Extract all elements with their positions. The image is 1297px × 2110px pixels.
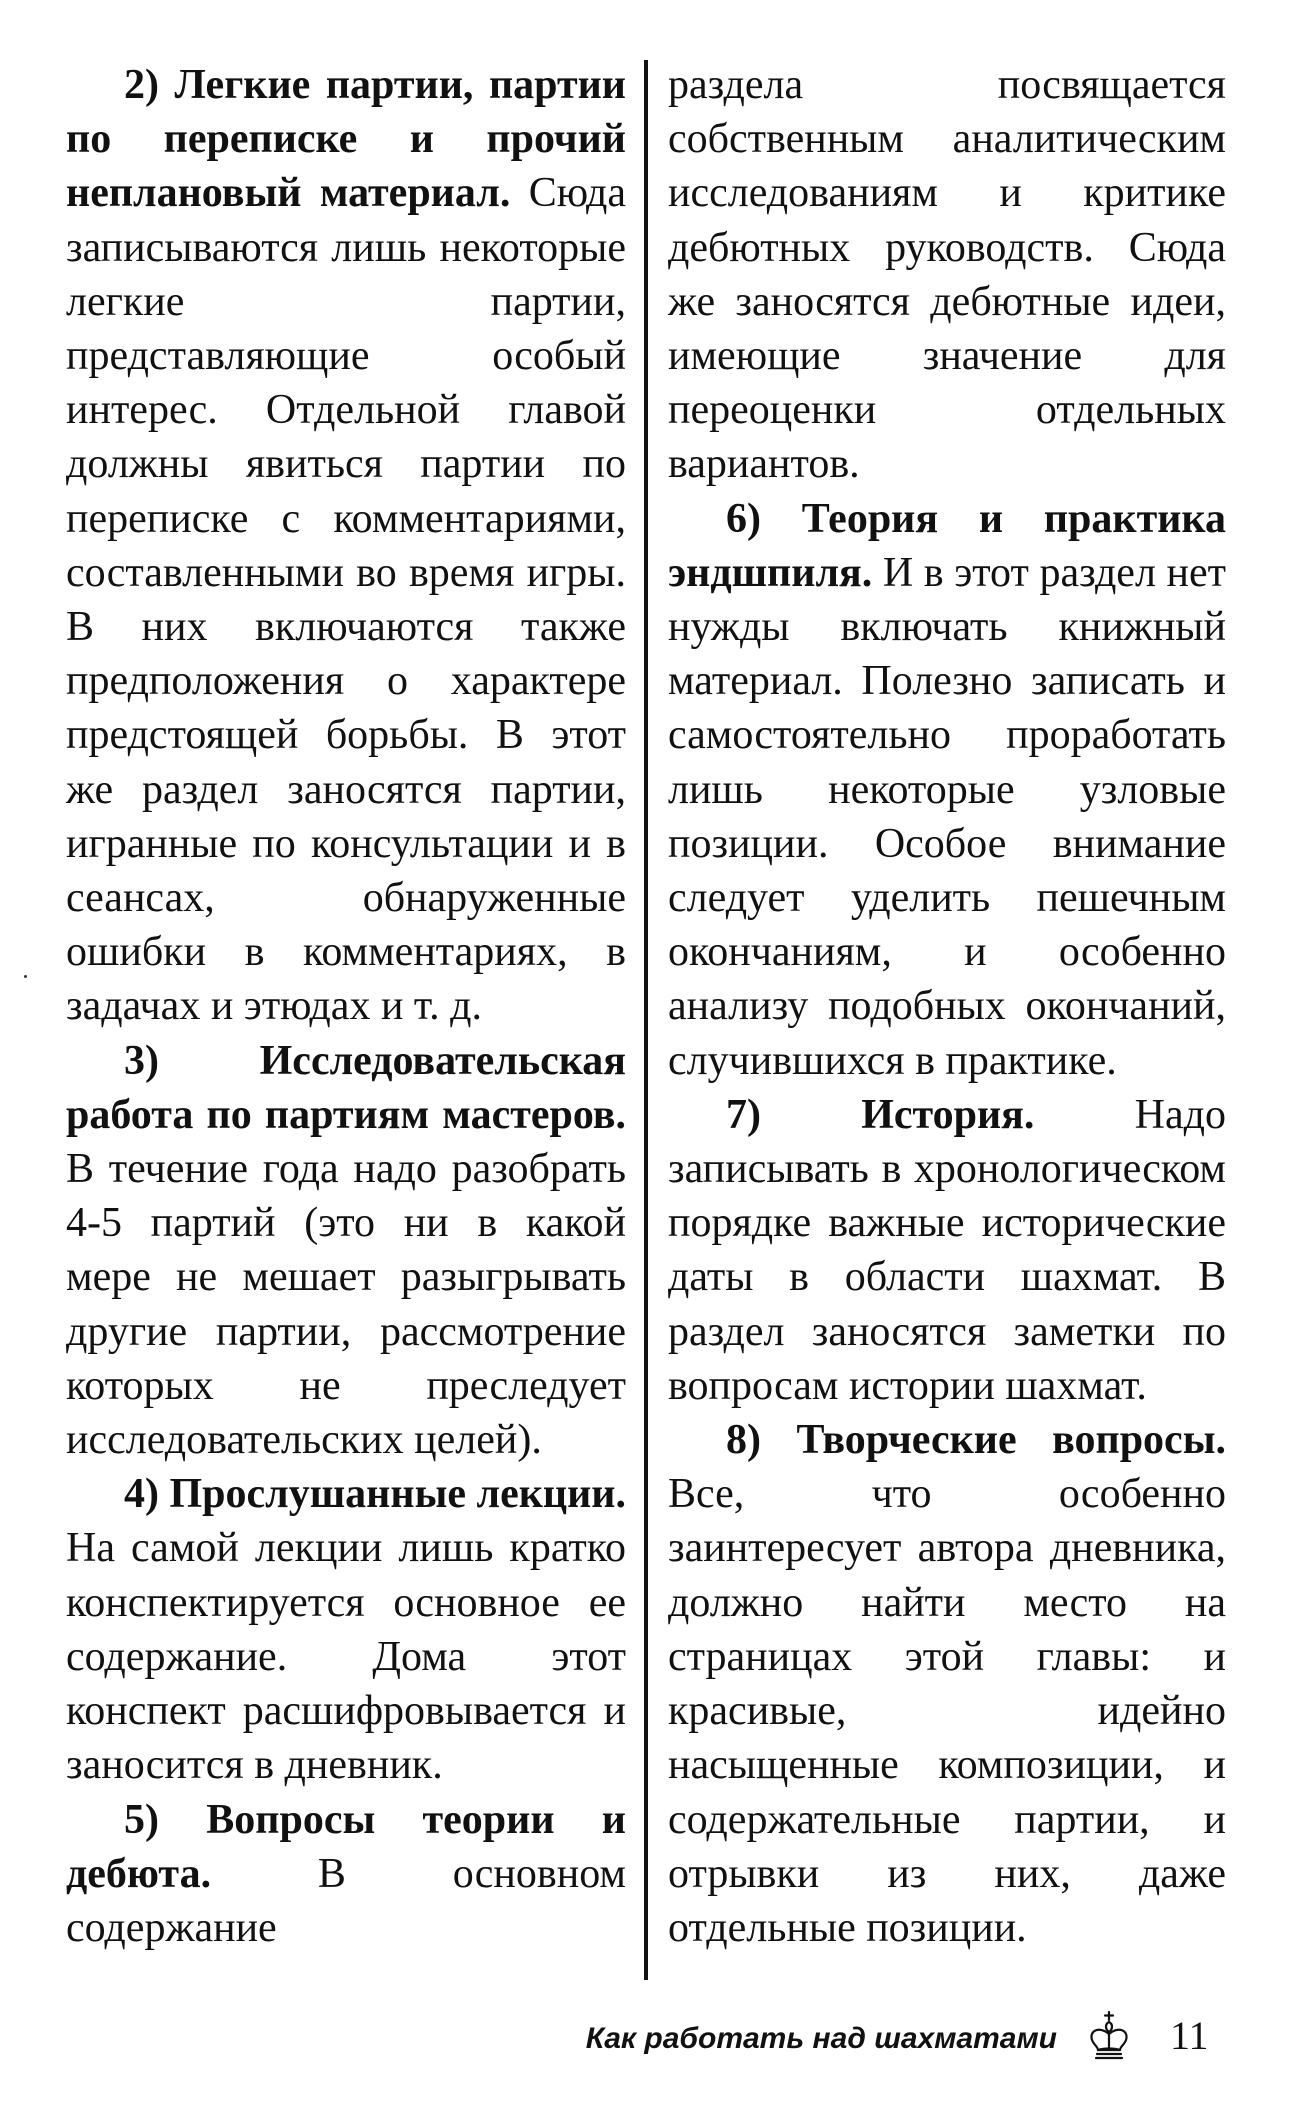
paragraph-body: Сюда записываются лишь некоторые легкие партии, представляющие особый интерес. Отдельной главой должны явиться партии по переписке с комментариями, составленными во время игры. В них включаются также предположения о характере предстоящей борьбы. В этот же раздел заносятся партии, игранные по консультации и в сеансах, обнаруженные ошибки в комментариях, в задачах и этюдах и т. д. [66, 170, 626, 1030]
paragraph-research [66, 1034, 626, 1468]
page-number: 11 [1170, 2013, 1209, 2058]
paragraph-body: Все, что особенно заинтересует автора дневника, должно найти место на страницах этой главы: и красивые, идейно насыщенные композиции, и содержательные партии, и отрывки из них, даже отдельные позиции. [668, 1471, 1226, 1951]
paragraph-creative [668, 1413, 1226, 1955]
page-footer [0, 2010, 1297, 2070]
section-heading: 6) Теория и практика эндшпиля. [668, 495, 1226, 596]
section-heading: 3) Исследовательская работа по партиям мастеров. [66, 1037, 626, 1138]
paragraph-light-games [66, 58, 626, 1034]
paragraph-history [668, 1088, 1226, 1413]
print-speck [24, 975, 27, 978]
left-column [66, 58, 626, 1955]
section-heading: 5) Вопросы теории и дебюта. [66, 1796, 626, 1897]
paragraph-continuation [668, 58, 1226, 492]
section-heading: 7) История. [726, 1091, 1035, 1138]
running-title: Как работать над шахматами [585, 2022, 1057, 2055]
right-column [668, 58, 1226, 1955]
paragraph-body: В основном содержание [66, 1850, 626, 1951]
paragraph-body: И в этот раздел нет нужды включать книжный материал. Полезно записать и самостоятельно проработать лишь некоторые узловые позиции. Особое внимание следует уделить пешечным окончаниям, и особенно анализу подобных окончаний, случившихся в практике. [668, 549, 1226, 1084]
paragraph-lectures [66, 1467, 626, 1792]
section-heading: 4) Прослушанные лекции. [124, 1471, 627, 1518]
paragraph-body: В течение года надо разобрать 4-5 партий (это ни в какой мере не мешает разыгрывать другие партии, рассмотрение которых не преследует исследовательских целей). [66, 1146, 626, 1464]
paragraph-endgame [668, 492, 1226, 1088]
paragraph-body: раздела посвящается собственным аналитическим исследованиям и критике дебютных руководств. Сюда же заносятся дебютные идеи, имеющие значение для переоценки отдельных вариантов. [668, 62, 1226, 488]
section-heading: 8) Творческие вопросы. [726, 1417, 1226, 1464]
chess-king-icon [1086, 2010, 1132, 2060]
section-heading: 2) Легкие партии, партии по переписке и прочий неплановый материал. [66, 62, 626, 217]
column-divider [644, 60, 648, 1980]
paragraph-body: Надо записывать в хронологическом порядке важные исторические даты в области шахмат. В раздел заносятся заметки по вопросам истории шахмат. [668, 1091, 1226, 1409]
paragraph-opening-theory [66, 1793, 626, 1956]
paragraph-body: На самой лекции лишь кратко конспектируется основное ее содержание. Дома этот конспект расшифровывается и заносится в дневник. [66, 1525, 626, 1789]
